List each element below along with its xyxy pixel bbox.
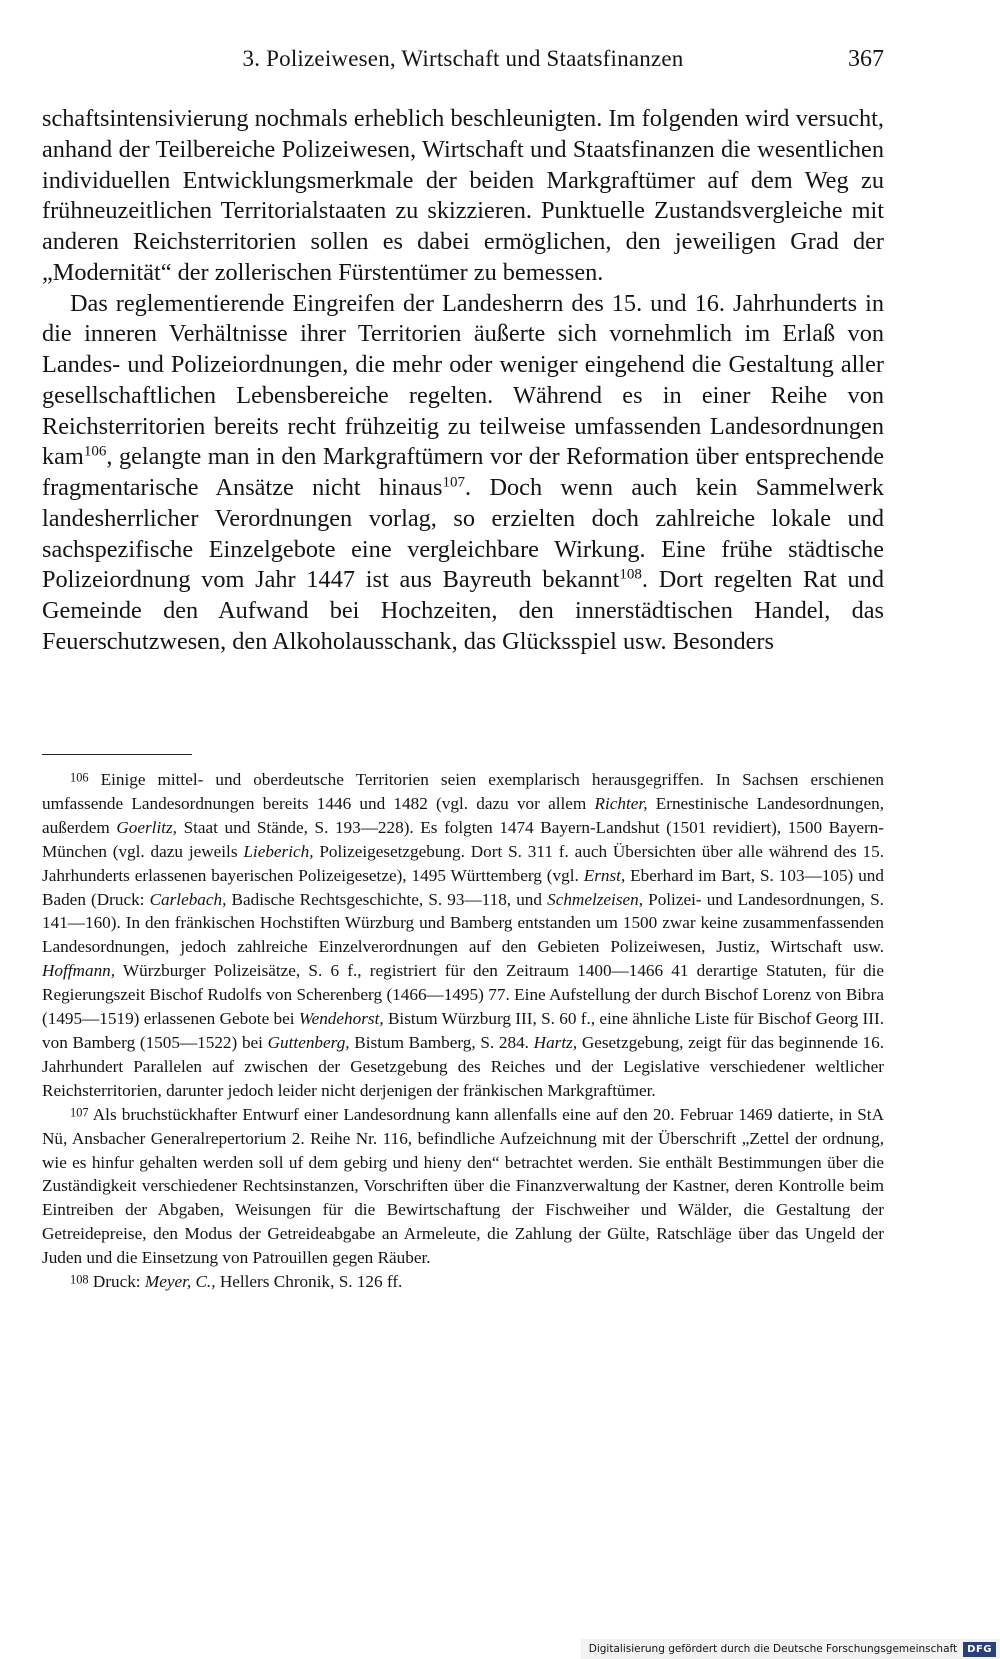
author-name: Guttenberg, [267,1032,350,1052]
footnotes [42,768,884,1294]
footnote-text: Eberhard im Bart, S. 103—105) und Baden (Druck: [42,865,884,909]
footnote-ref-106: 106 [83,443,107,460]
footnote-number: 106 [70,770,89,785]
author-name: Richter, [594,793,648,813]
author-name: Hartz, [533,1032,578,1052]
footnote-text: Einige mittel- und oberdeutsche Territorien seien exemplarisch herausgegriffen. In Sachsen erschienen umfassende Landesordnungen bereits 1446 und 1482 (vgl. dazu vor allem [42,770,884,813]
running-head: 3. Polizeiwesen, Wirtschaft und Staatsfinanzen [242,46,684,71]
footnote-text: Bistum Würzburg III, S. 60 f., eine ähnliche Liste für Bischof Georg III. von Bamberg (1505—1522) bei [42,1009,885,1052]
footnote-text: Polizeigesetzgebung. Dort S. 311 f. auch Übersichten über alle während des 15. Jahrhunderts erlassenen bayerischen Polizeigesetze), 1495 Württemberg (vgl. [42,841,884,885]
footnote-text: Bistum Bamberg, S. 284. [349,1032,534,1052]
paragraph-1: schaftsintensivierung nochmals erheblich beschleunigten. Im folgenden wird versucht, anhand der Teilbereiche Polizeiwesen, Wirtschaft und Staatsfinanzen die wesentlichen individuellen Entwicklungsmerkmale der beiden Markgraftümer auf dem Weg zu frühneuzeitlichen Territorialstaaten zu skizzieren. Punktuelle Zustandsvergleiche mit anderen Reichsterritorien sollen es dabei ermöglichen, den jeweiligen Grad der „Modernität“ der zollerischen Fürstentümer zu bemessen. [42,105,884,286]
author-name: Goerlitz, [116,817,177,837]
credit-text: Digitalisierung gefördert durch die Deutsche Forschungsgemeinschaft [588,1643,958,1655]
footnote-text: Staat und Stände, S. 193—228). Es folgten 1474 Bayern-Landshut (1501 revidiert), 1500 Bayern-München (vgl. dazu jeweils [42,817,884,861]
footnote-divider [42,754,192,755]
footnote-ref-107: 107 [442,474,466,491]
author-name: Schmelzeisen, [547,889,644,909]
footnote-107 [42,1103,884,1270]
footnote-ref-108: 108 [619,566,642,583]
footnote-number: 107 [70,1104,89,1119]
page-number: 367 [848,46,884,72]
footnote-text: Badische Rechtsgeschichte, S. 93—118, und [226,889,548,909]
author-name: Lieberich, [243,841,314,861]
paragraph-2-text-b: , gelangte man in den Markgraftümern vor der Reformation über entsprechende fragmentarische Ansätze nicht hinaus [42,443,884,501]
footnote-108 [42,1270,884,1294]
author-name: Wendehorst, [298,1009,384,1029]
footnote-text: Als bruchstückhafter Entwurf einer Landesordnung kann allenfalls eine auf den 20. Februar 1469 datierte, in StA Nü, Ansbacher Generalrepertorium 2. Reihe Nr. 116, befindliche Aufzeichnung mit der Überschrift „Zettel der ordnung, wie es hinfur gehalten werden soll uf dem gebirg und hieny den“ betrachtet werden. Sie enthält Bestimmungen über die Zuständigkeit verschiedener Rechtsinstanzen, Vorschriften über die Finanzverwaltung der Kastner, deren Kontrolle beim Eintreiben der Abgaben, Weisungen für die Bewirtschaftung der Fischweiher und Wälder, die Gestaltung der Getreidepreise, den Modus der Getreideabgabe an Armeleute, die Zahlung der Gülte, Ratschläge über das Ungeld der Juden und die Einsetzung von Patrouillen gegen Räuber. [42,1104,884,1268]
footnote-106 [42,768,884,1103]
paragraph-2-text-d: . Dort regelten Rat und Gemeinde den Aufwand bei Hochzeiten, den innerstädtischen Handel, das Feuerschutzwesen, den Alkoholausschank, das Glücksspiel usw. Besonders [42,566,884,655]
body-text [42,104,884,658]
footnote-text: Gesetzgebung, zeigt für das beginnende 16. Jahrhundert Parallelen auf zwischen der Gesetzgebung des Reiches und der Legislative verschiedener weltlicher Reichsterritorien, darunter jedoch leider nicht derjenigen der fränkischen Markgraftümer. [42,1032,885,1100]
paragraph-2-text-a: Das reglementierende Eingreifen der Landesherrn des 15. und 16. Jahrhunderts in die inneren Verhältnisse ihrer Territorien äußerte sich vornehmlich im Erlaß von Landes- und Polizeiordnungen, die mehr oder weniger eingehend die Gestaltung aller gesellschaftlichen Lebensbereiche regelten. Während es in einer Reihe von Reichsterritorien bereits recht frühzeitig zu teilweise umfassenden Landesordnungen kam [42,289,884,471]
footnote-number: 108 [70,1272,89,1287]
footnote-text: Hellers Chronik, S. 126 ff. [215,1272,403,1292]
digitization-credit [581,1639,1000,1659]
footnote-text: Druck: [88,1272,145,1292]
footnote-text: Polizei- und Landesordnungen, S. 141—160). In den fränkischen Hochstiften Würzburg und Bamberg entstanden um 1500 zwar keine zusammenfassenden Landesordnungen, jedoch zahlreiche Einzelverordnungen auf den Gebieten Polizeiwesen, Justiz, Wirtschaft usw. [42,889,884,957]
dfg-logo: DFG [963,1642,996,1657]
paragraph-2-text-c: . Doch wenn auch kein Sammelwerk landesherrlicher Verordnungen vorlag, so erzielten doch zahlreiche lokale und sachspezifische Einzelgebote eine vergleichbare Wirkung. Eine frühe städtische Polizeiordnung vom Jahr 1447 ist aus Bayreuth bekannt [42,474,884,594]
author-name: Carlebach, [149,889,227,909]
footnote-text: Würzburger Polizeisätze, S. 6 f., registriert für den Zeitraum 1400—1466 41 derartige Statuten, für die Regierungszeit Bischof Rudolfs von Scherenberg (1466—1495) 77. Eine Aufstellung der durch Bischof Lorenz von Bibra (1495—1519) erlassenen Gebote bei [42,961,884,1029]
page-header [42,46,884,82]
footnote-text: Ernestinische Landesordnungen, außerdem [42,793,885,837]
author-name: Hoffmann, [42,961,116,981]
author-name: Ernst, [583,865,626,885]
paragraph-2 [42,289,884,658]
author-name: Meyer, C., [144,1272,216,1292]
